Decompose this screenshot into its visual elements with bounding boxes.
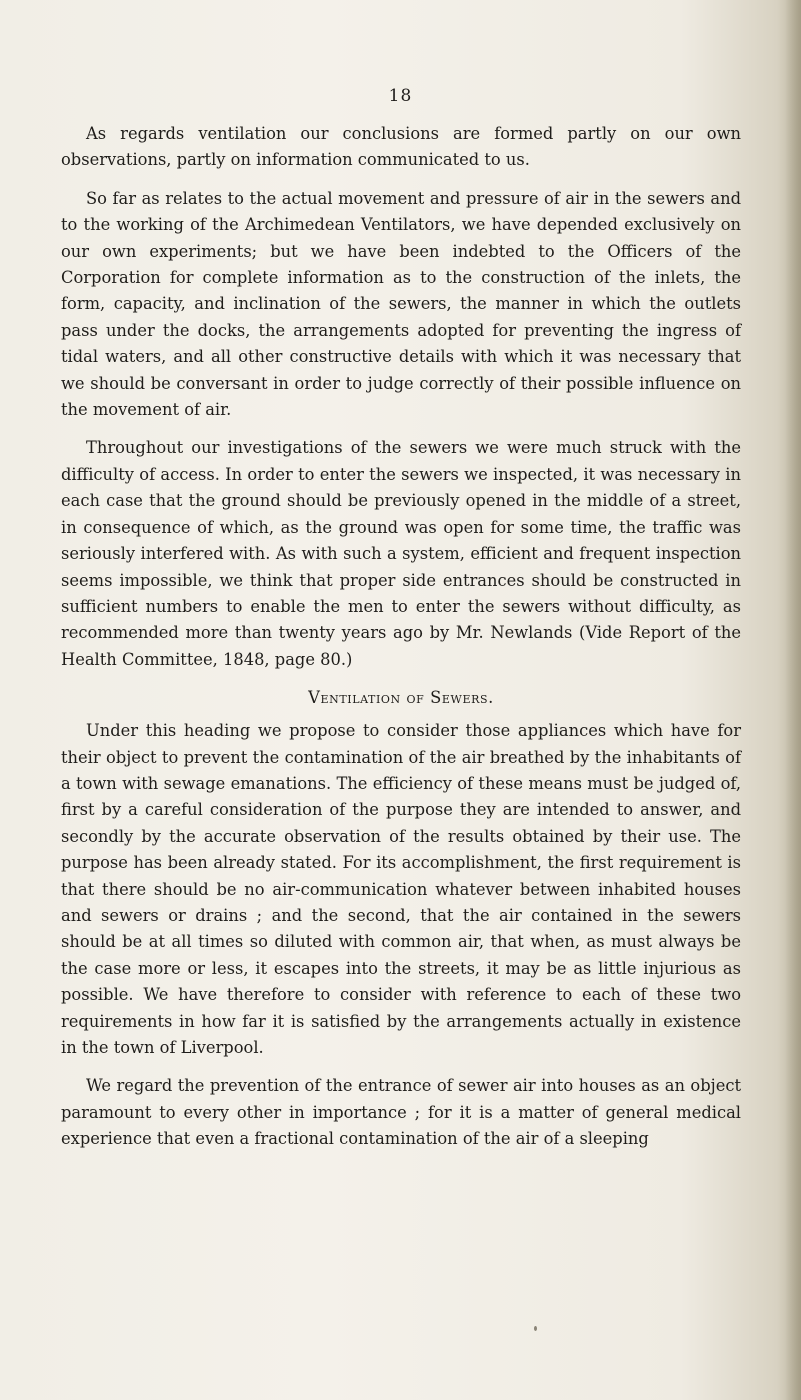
paragraph-appliances: Under this heading we propose to consider those appliances which have for their object to prevent the contamination of the air breathed by the inhabitants of a town with sewage emanations. The efficiency of these means must be judged of, first by a careful consideration of the purpose they are intended to answer, and secondly by the accurate observation of the results obtained by their use. The purpose has been already stated. For its accomplishment, the first requirement is that there should be no air-communication whatever between inhabited houses and sewers or drains ; and the second, that the air contained in the sewers should be at all times so diluted with common air, that when, as must always be the case more or less, it escapes into the streets, it may be as little injurious as possible. We have therefore to consider with reference to each of these two requirements in how far it is satisfied by the arrangements actually in existence in the town of Liverpool. <box>61 721 741 1057</box>
page-speck <box>534 1326 537 1331</box>
page-edge-shadow <box>785 0 801 1400</box>
paragraph-ventilation-conclusions: As regards ventilation our conclusions are formed partly on our own observations, partly on information communicated to us. <box>61 124 741 170</box>
body-text <box>61 121 741 1165</box>
section-heading: Ventilation of Sewers. <box>308 688 494 708</box>
paragraph-prevention-sewer-air: We regard the prevention of the entrance of sewer air into houses as an object paramount to every other in importance ; for it is a matter of general medical experience that even a fractional contamination of the air of a sleeping <box>61 1076 741 1149</box>
paragraph-air-movement-experiments: So far as relates to the actual movement and pressure of air in the sewers and to the working of the Archimedean Ventilators, we have depended exclusively on our own experiments; but we have been indebted to the Officers of the Corporation for complete information as to the construction of the inlets, the form, capacity, and inclination of the sewers, the manner in which the outlets pass under the docks, the arrangements adopted for preventing the ingress of tidal waters, and all other constructive details with which it was necessary that we should be conversant in order to judge correctly of their possible influence on the movement of air. <box>61 188 741 420</box>
page-number: 18 <box>388 86 413 106</box>
paragraph-sewer-access: Throughout our investigations of the sewers we were much struck with the difficulty of access. In order to enter the sewers we inspected, it was necessary in each case that the ground should be previously opened in the middle of a street, in consequence of which, as the ground was open for some time, the traffic was seriously interfered with. As with such a system, efficient and frequent inspection seems impossible, we think that proper side entrances should be constructed in sufficient numbers to enable the men to enter the sewers without difficulty, as recommended more than twenty years ago by Mr. Newlands (Vide Report of the Health Committee, 1848, page 80.) <box>61 438 741 669</box>
